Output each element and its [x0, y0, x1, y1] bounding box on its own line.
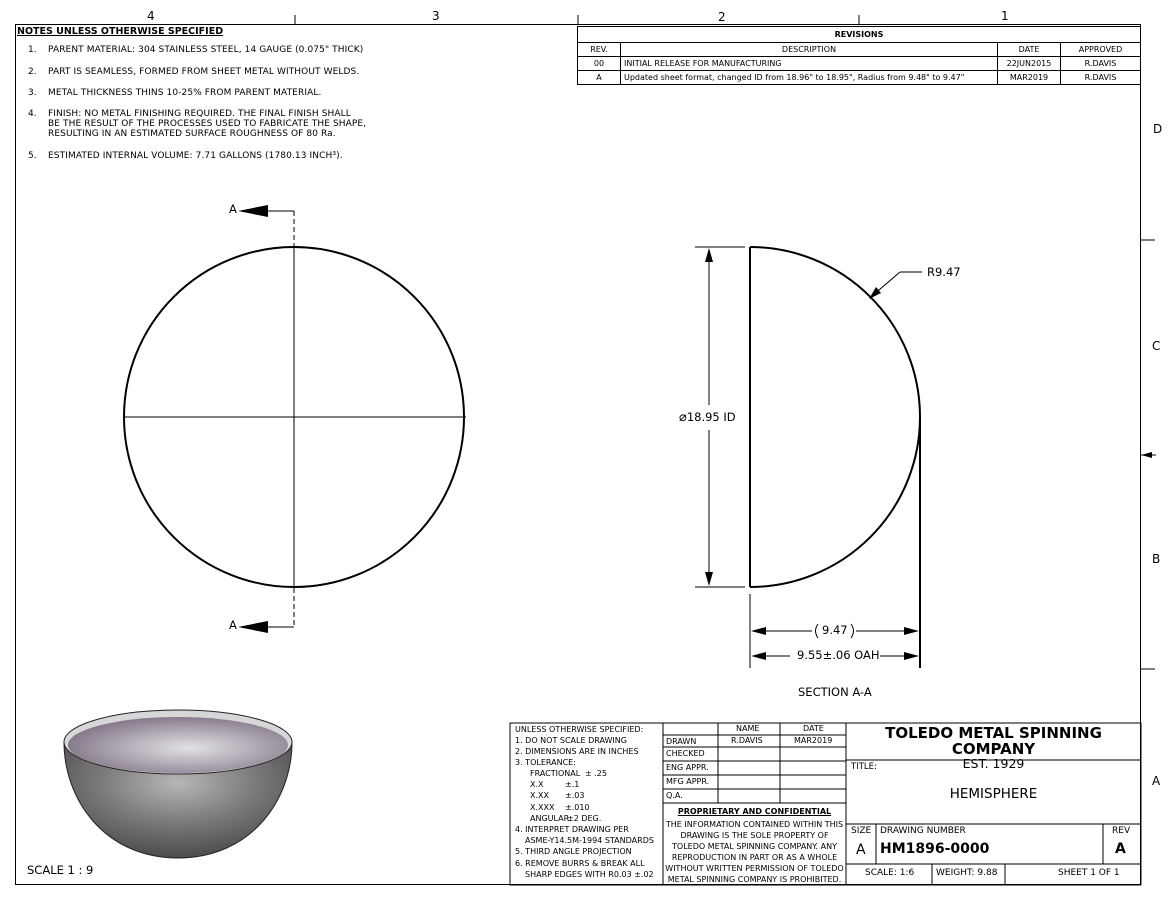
- established-year: EST. 1929: [962, 756, 1025, 771]
- approved-col-header: APPROVED: [1061, 43, 1141, 57]
- signoff-name: R.DAVIS: [731, 736, 763, 745]
- proprietary-block: PROPRIETARY AND CONFIDENTIAL THE INFORMATION CONTAINED WITHIN THIS DRAWING IS THE SOLE PROPERTY OF TOLEDO METAL SPINNING COMPANY. ANY REPRODUCTION IN PART OR AS A WHOLE WITHOUT WRITTEN PERMISSION OF TOLEDO METAL SPINNING COMPANY IS PROHIBITED.: [663, 803, 846, 885]
- signoff-role: CHECKED: [666, 749, 705, 758]
- zone-label-1: 1: [1001, 9, 1009, 23]
- section-marker-bottom: A: [229, 618, 237, 632]
- table-row: A Updated sheet format, changed ID from 18.96" to 18.95", Radius from 9.48" to 9.47" MAR2019 R.DAVIS: [578, 71, 1141, 85]
- drawing-title: HEMISPHERE: [949, 786, 1038, 802]
- signoff-role: Q.A.: [666, 791, 683, 800]
- section-marker-top: A: [229, 202, 237, 216]
- signoff-role: DRAWN: [666, 737, 697, 746]
- weight-value: WEIGHT: 9.88: [936, 868, 998, 878]
- oah-dimension: 9.55±.06 OAH: [797, 648, 880, 662]
- title-label: TITLE:: [851, 762, 877, 772]
- size-label: SIZE: [851, 826, 872, 836]
- general-notes-block: UNLESS OTHERWISE SPECIFIED: 1. DO NOT SCALE DRAWING 2. DIMENSIONS ARE IN INCHES 3. TOLERANCE: FRACTIONAL ± .25 X.X ±.1 X.XX ±.03 X.XXX ±.010 ANGULAR: ±2 DEG. 4. INTERPRET DRAWING PER ASME-Y14.5M-1994 STANDARDS 5. THIRD ANGLE PROJECTION 6. REMOVE BURRS & BREAK ALL SHARP EDGES WITH R0.03 ±.02: [515, 725, 654, 879]
- signoff-role: ENG APPR.: [666, 763, 709, 772]
- date-col-header: DATE: [998, 43, 1061, 57]
- section-title: SECTION A-A: [798, 685, 872, 699]
- drawing-number-label: DRAWING NUMBER: [880, 826, 966, 836]
- rev-value: A: [1115, 841, 1126, 857]
- zone-label-3: 3: [432, 9, 440, 23]
- revisions-table: [577, 26, 1141, 85]
- zone-label-4: 4: [147, 9, 155, 23]
- zone-label-b: B: [1152, 552, 1161, 566]
- rev-col-header: REV.: [578, 43, 621, 57]
- date-col-header: DATE: [803, 724, 824, 733]
- revisions-header-row: [578, 43, 1141, 57]
- diameter-symbol: ⌀: [679, 410, 687, 425]
- depth-dimension: 9.47: [822, 623, 848, 637]
- revisions-title: REVISIONS: [578, 27, 1141, 43]
- zone-label-a: A: [1152, 774, 1161, 788]
- radius-dimension: R9.47: [927, 265, 961, 279]
- size-value: A: [856, 842, 866, 858]
- signoff-role: MFG APPR.: [666, 777, 710, 786]
- rev-label: REV: [1112, 826, 1131, 836]
- zone-label-2: 2: [718, 10, 726, 24]
- section-view: [695, 247, 922, 668]
- signoff-date: MAR2019: [794, 736, 833, 745]
- proprietary-title: PROPRIETARY AND CONFIDENTIAL: [677, 807, 832, 816]
- description-col-header: DESCRIPTION: [621, 43, 998, 57]
- signoff-table: [663, 723, 846, 803]
- diameter-dimension: ⌀18.95 ID: [679, 410, 736, 425]
- front-view: [123, 211, 466, 627]
- zone-label-c: C: [1152, 339, 1161, 353]
- iso-scale-label: SCALE 1 : 9: [27, 863, 94, 877]
- name-col-header: NAME: [736, 724, 760, 733]
- table-row: 00 INITIAL RELEASE FOR MANUFACTURING 22JUN2015 R.DAVIS: [578, 57, 1141, 71]
- sheet-value: SHEET 1 OF 1: [1058, 868, 1120, 878]
- notes-title: NOTES UNLESS OTHERWISE SPECIFIED: [17, 26, 224, 37]
- scale-value: SCALE: 1:6: [865, 868, 915, 878]
- isometric-bowl: [64, 710, 292, 858]
- zone-label-d: D: [1153, 122, 1163, 136]
- drawing-number: HM1896-0000: [880, 841, 990, 857]
- company-name: TOLEDO METAL SPINNING COMPANY: [885, 724, 1102, 758]
